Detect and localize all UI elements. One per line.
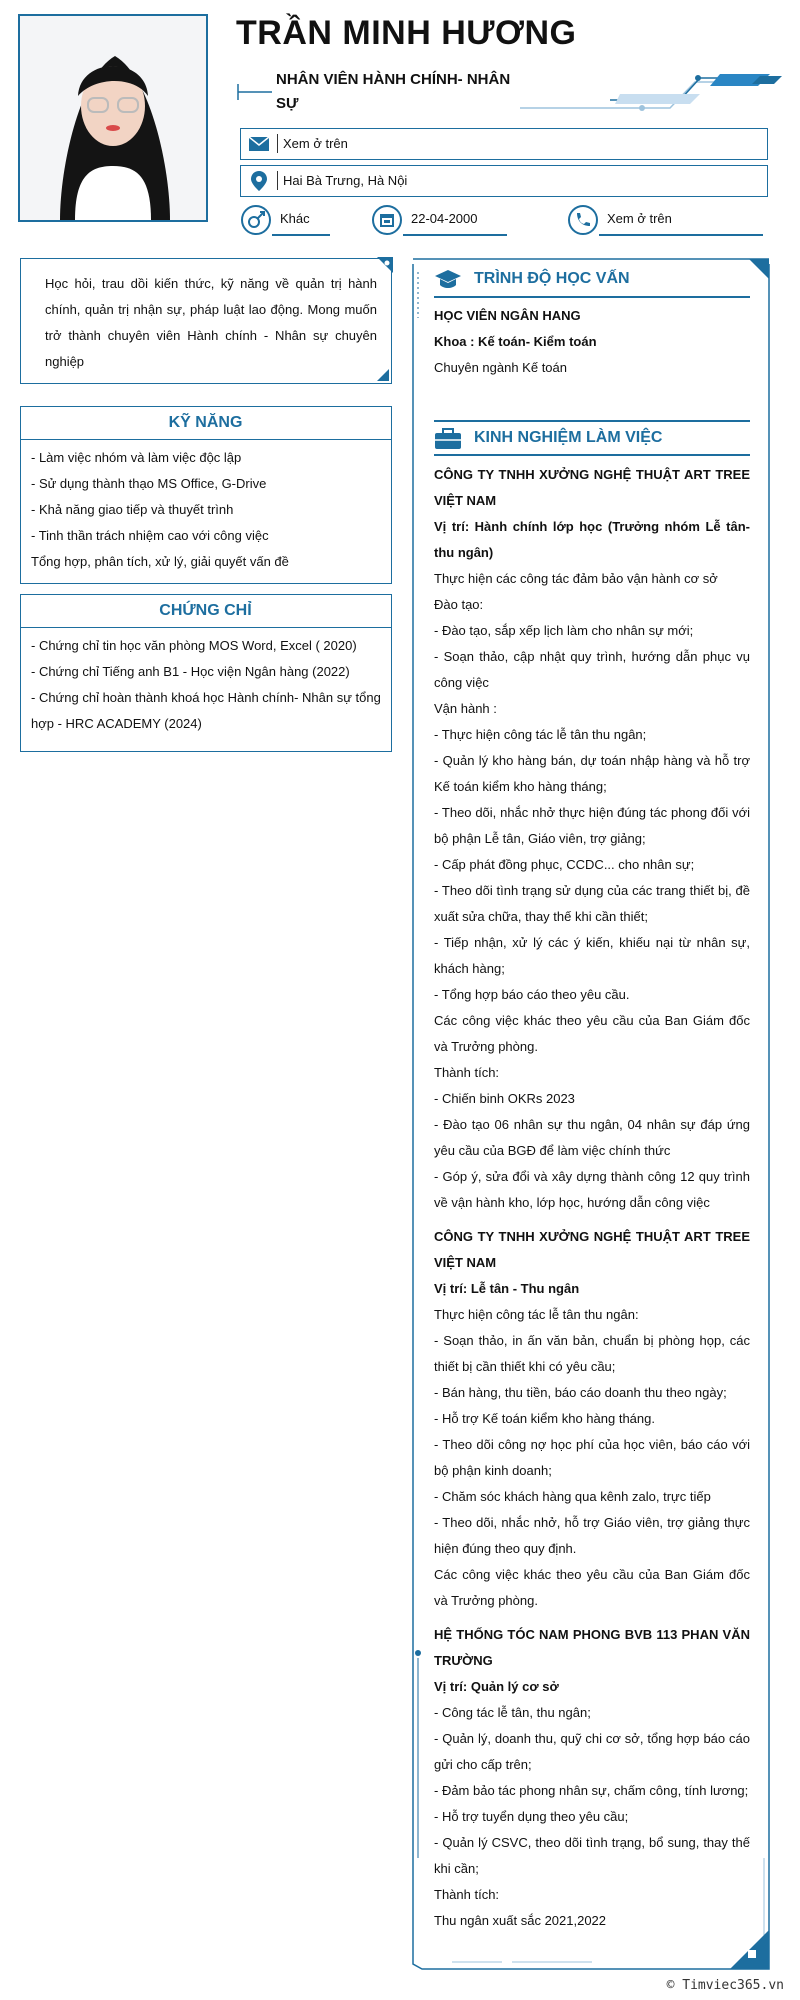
job-line: - Đào tạo 06 nhân sự thu ngân, 04 nhân sự đáp ứng yêu cầu của BGĐ để làm việc chính thức xyxy=(434,1117,750,1158)
skills-header xyxy=(20,406,392,440)
job-line: - Chiến binh OKRs 2023 xyxy=(434,1091,575,1106)
certificates-title: CHỨNG CHỈ xyxy=(159,601,252,619)
job-line: - Thực hiện công tác lễ tân thu ngân; xyxy=(434,727,647,742)
footer-watermark[interactable]: © Timviec365.vn xyxy=(666,1978,784,1993)
skill-item: - Làm việc nhóm và làm việc độc lập xyxy=(31,450,242,465)
job-line: - Góp ý, sửa đổi và xây dựng thành công 12 quy trình về vận hành kho, lớp học, hướng dẫn công việc xyxy=(434,1169,750,1210)
job-company: HỆ THỐNG TÓC NAM PHONG BVB 113 PHAN VĂN TRƯỜNG xyxy=(434,1627,750,1668)
corner-decoration xyxy=(377,369,389,381)
phone-value: Xem ở trên xyxy=(607,211,672,226)
job-line: Các công việc khác theo yêu cầu của Ban Giám đốc và Trưởng phòng. xyxy=(434,1567,750,1608)
job-company: CÔNG TY TNHH XƯỞNG NGHỆ THUẬT ART TREE VIỆT NAM xyxy=(434,467,750,508)
job-line: - Hỗ trợ Kế toán kiểm kho hàng tháng. xyxy=(434,1411,655,1426)
job-line: - Chăm sóc khách hàng qua kênh zalo, trực tiếp xyxy=(434,1489,711,1504)
job-line: - Soạn thảo, cập nhật quy trình, hướng dẫn phục vụ công việc xyxy=(434,649,750,690)
job-line: - Đảm bảo tác phong nhân sự, chấm công, tính lương; xyxy=(434,1783,749,1798)
job-line: - Hỗ trợ tuyển dụng theo yêu cầu; xyxy=(434,1809,629,1824)
skill-item: - Sử dụng thành thạo MS Office, G-Drive xyxy=(31,476,267,491)
job-line: Thực hiện các công tác đảm bảo vận hành cơ sở xyxy=(434,571,718,586)
job-company: CÔNG TY TNHH XƯỞNG NGHỆ THUẬT ART TREE VIỆT NAM xyxy=(434,1229,750,1270)
phone-icon xyxy=(567,204,599,241)
job-line: Thành tích: xyxy=(434,1065,500,1080)
job-role: Vị trí: Lễ tân - Thu ngân xyxy=(434,1281,580,1296)
job-line: Thực hiện công tác lễ tân thu ngân: xyxy=(434,1307,639,1322)
job-line: - Công tác lễ tân, thu ngân; xyxy=(434,1705,591,1720)
job-line: Vận hành : xyxy=(434,701,497,716)
divider xyxy=(434,296,750,298)
objective-text: Học hỏi, trau dồi kiến thức, kỹ năng về quản trị hành chính, quản trị nhận sự, pháp luật lao động. Mong muốn trở thành chuyên viên Hành chính - Nhân sự chuyên nghiệp xyxy=(45,276,377,369)
job-line: - Đào tạo, sắp xếp lịch làm cho nhân sự mới; xyxy=(434,623,694,638)
job-line: Thành tích: xyxy=(434,1887,500,1902)
job-line: Các công việc khác theo yêu cầu của Ban Giám đốc và Trưởng phòng. xyxy=(434,1013,750,1054)
objective-box xyxy=(20,258,392,384)
experience-list xyxy=(434,462,750,1934)
position-bracket-decoration xyxy=(236,82,274,102)
divider xyxy=(434,420,750,422)
job-line: - Theo dõi tình trạng sử dụng của các trang thiết bị, đề xuất sửa chữa, thay thế khi cần thiết; xyxy=(434,883,750,924)
email-field xyxy=(240,128,768,160)
job-line: - Quản lý kho hàng bán, dự toán nhập hàng và hỗ trợ Kế toán kiểm kho hàng tháng; xyxy=(434,753,750,794)
job-role: Vị trí: Quản lý cơ sở xyxy=(434,1679,559,1694)
job-line: - Cấp phát đồng phục, CCDC... cho nhân sự; xyxy=(434,857,695,872)
briefcase-icon xyxy=(434,428,462,455)
skills-section xyxy=(20,406,392,584)
divider xyxy=(434,454,750,456)
job-line: - Theo dõi, nhắc nhở, hỗ trợ Giáo viên, trợ giảng thực hiện đúng theo quy định. xyxy=(434,1515,750,1556)
candidate-name: TRẦN MINH HƯƠNG xyxy=(236,14,577,52)
gender-icon xyxy=(240,204,272,241)
header-circuit-decoration xyxy=(520,70,790,118)
education-faculty: Khoa : Kế toán- Kiểm toán xyxy=(434,334,597,349)
education-major: Chuyên ngành Kế toán xyxy=(434,360,567,375)
job-line: - Soạn thảo, in ấn văn bản, chuẩn bị phòng họp, các thiết bị cần thiết khi có yêu cầu; xyxy=(434,1333,750,1374)
job-role: Vị trí: Hành chính lớp học (Trưởng nhóm Lễ tân- thu ngân) xyxy=(434,519,750,560)
job-line: - Theo dõi, nhắc nhở thực hiện đúng tác phong đối với bộ phận Lễ tân, Giáo viên, trợ giảng; xyxy=(434,805,750,846)
graduation-cap-icon xyxy=(434,268,462,295)
certificates-header xyxy=(20,594,392,628)
job-line: - Bán hàng, thu tiền, báo cáo doanh thu theo ngày; xyxy=(434,1385,727,1400)
certificate-item: - Chứng chỉ hoàn thành khoá học Hành chính- Nhân sự tổng hợp - HRC ACADEMY (2024) xyxy=(31,690,381,731)
address-field xyxy=(240,165,768,197)
job-position: NHÂN VIÊN HÀNH CHÍNH- NHÂN SỰ xyxy=(276,71,511,112)
email-value: Xem ở trên xyxy=(283,136,348,151)
skills-title: KỸ NĂNG xyxy=(168,413,243,431)
skill-item: Tổng hợp, phân tích, xử lý, giải quyết vấn đề xyxy=(31,554,289,569)
certificate-item: - Chứng chỉ tin học văn phòng MOS Word, Excel ( 2020) xyxy=(31,638,357,653)
job-line: - Tổng hợp báo cáo theo yêu cầu. xyxy=(434,987,630,1002)
job-line: - Quản lý CSVC, theo dõi tình trạng, bổ sung, thay thế khi cần; xyxy=(434,1835,750,1876)
job-line: - Theo dõi công nợ học phí của học viên, báo cáo với bộ phận kinh doanh; xyxy=(434,1437,750,1478)
certificates-section xyxy=(20,594,392,752)
address-value: Hai Bà Trưng, Hà Nội xyxy=(283,173,408,188)
avatar xyxy=(20,16,206,220)
skill-item: - Khả năng giao tiếp và thuyết trình xyxy=(31,502,234,517)
job-line: Đào tạo: xyxy=(434,597,484,612)
certificate-item: - Chứng chỉ Tiếng anh B1 - Học viện Ngân hàng (2022) xyxy=(31,664,350,679)
corner-decoration xyxy=(377,257,393,273)
envelope-icon xyxy=(241,129,277,158)
experience-title: KINH NGHIỆM LÀM VIỆC xyxy=(474,429,663,446)
profile-photo xyxy=(18,14,208,222)
location-pin-icon xyxy=(241,166,277,195)
job-line: - Quản lý, doanh thu, quỹ chi cơ sở, tổng hợp báo cáo gửi cho cấp trên; xyxy=(434,1731,750,1772)
education-title: TRÌNH ĐỘ HỌC VẤN xyxy=(474,270,630,287)
birthday-value: 22-04-2000 xyxy=(411,211,478,226)
gender-value: Khác xyxy=(280,211,310,226)
job-line: - Tiếp nhận, xử lý các ý kiến, khiếu nại từ nhân sự, khách hàng; xyxy=(434,935,750,976)
job-line: Thu ngân xuất sắc 2021,2022 xyxy=(434,1913,607,1928)
skill-item: - Tinh thần trách nhiệm cao với công việc xyxy=(31,528,269,543)
calendar-icon xyxy=(371,204,403,241)
education-school: HỌC VIÊN NGÂN HANG xyxy=(434,308,581,323)
